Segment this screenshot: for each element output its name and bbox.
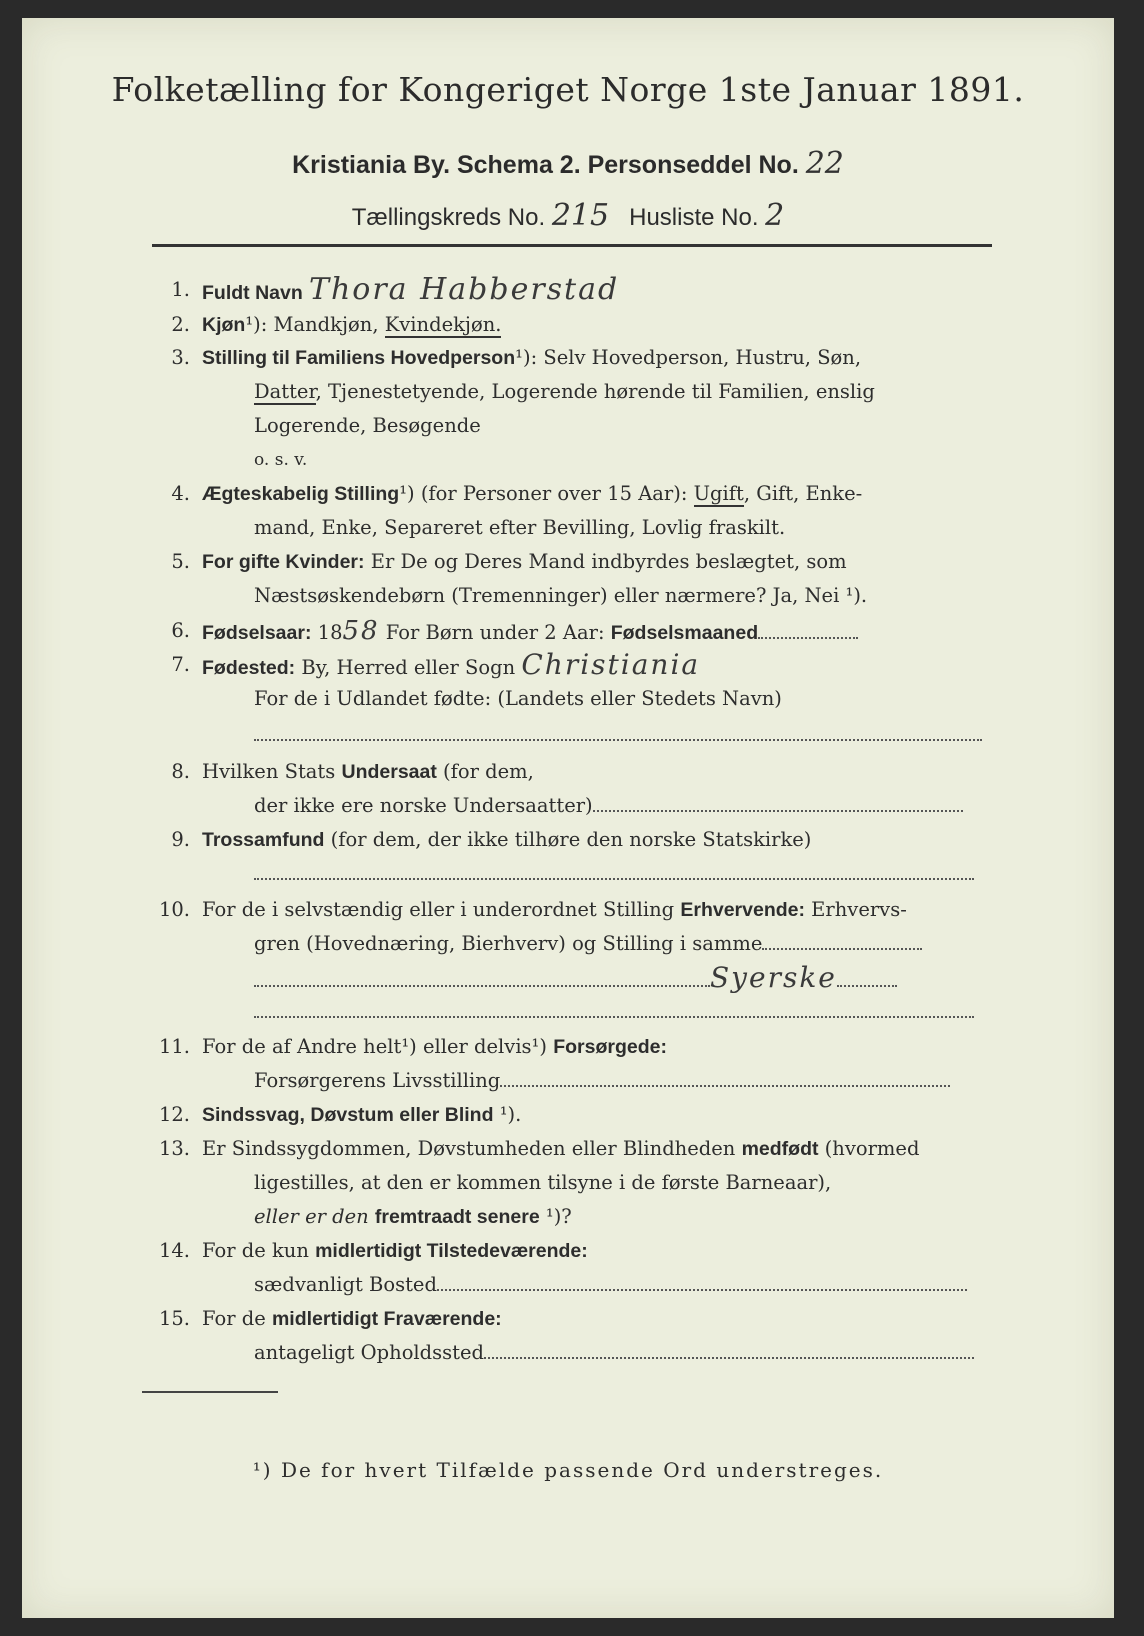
fill-line [254,984,710,987]
field-text: ligestilles, at den er kommen tilsyne i de første Barneaar), [254,1171,832,1194]
field-label: Fødested: [202,657,296,679]
field-text: For de i selvstændig eller i underordnet Stilling [202,898,681,921]
field-label: Fuldt Navn [202,282,303,304]
field-number: 5. [171,550,190,573]
header-divider [152,244,992,247]
field-number: 6. [171,619,190,642]
field-label: Sindssvag, Døvstum eller Blind [202,1104,494,1126]
fill-line [484,1356,974,1359]
field-text: , Gift, Enke- [743,482,863,505]
field-number: 2. [171,313,190,336]
field-text: Hvilken Stats [202,760,342,783]
field-text: o. s. v. [254,450,308,470]
field-text: sædvanligt Bosted [254,1273,437,1296]
field-label: Fødselsmaaned [610,622,759,644]
birthplace-value: Christiania [521,648,701,681]
field-text: (hvormed [818,1137,920,1160]
field-text: (for dem, [436,760,534,783]
fill-line [254,738,982,741]
field-text: Forsørgerens Livsstilling [254,1069,501,1092]
fill-line [254,877,974,880]
personseddel-number: 22 [805,146,844,181]
position-selected: Datter [254,380,316,403]
field-label: Erhvervende: [680,899,805,921]
birth-year-value: 58 [342,616,380,646]
field-text: antageligt Opholdssted [254,1341,485,1364]
field-number: 10. [158,898,190,921]
field-number: 11. [158,1035,190,1058]
field-label: fremtraadt senere [374,1206,540,1228]
field-number: 4. [171,482,190,505]
form-title: Folketælling for Kongeriget Norge 1ste Januar 1891. [111,70,1025,109]
field-text: gren (Hovednæring, Bierhverv) og Stilling i samme [254,932,763,955]
field-text: mand, Enke, Separeret efter Bevilling, Lovlig fraskilt. [254,516,786,539]
field-text: , Tjenestetyende, Logerende hørende til Familien, enslig [315,380,875,403]
footnote-divider [142,1391,278,1393]
field-number: 3. [171,346,190,369]
footnote: ¹) De for hvert Tilfælde passende Ord understreges. [252,1458,884,1482]
schema-label: Kristiania By. Schema 2. Personseddel No. [292,151,799,179]
census-form-page [22,18,1114,1618]
field-text: (for dem, der ikke tilhøre den norske Statskirke) [324,828,812,851]
field-text: ¹): Mandkjøn, [245,313,385,336]
field-label: Ægteskabelig Stilling [202,483,400,505]
field-label: midlertidigt Fraværende: [271,1308,502,1330]
field-text: For de kun [202,1239,316,1262]
field-text: ¹)? [539,1205,572,1228]
field-text: 18 [311,621,343,644]
husliste-number: 2 [765,198,785,233]
field-label: Kjøn [202,314,246,336]
field-text: For Børn under 2 Aar: [379,621,611,644]
field-text: For de af Andre helt¹) eller delvis¹) [202,1035,554,1058]
occupation-value: Syerske [710,961,837,994]
field-label: Trossamfund [202,829,325,851]
field-text: eller er den [254,1205,375,1228]
field-text: ¹): Selv Hovedperson, Hustru, Søn, [515,346,862,369]
fill-line [593,809,963,812]
form-subtitle [22,146,1114,181]
kreds-label: Tællingskreds No. [351,204,546,231]
fill-line [500,1084,950,1087]
name-value: Thora Habberstad [308,272,620,307]
field-text: For de i Udlandet fødte: (Landets eller Stedets Navn) [254,687,782,710]
field-label: Undersaat [341,761,437,783]
field-number: 9. [171,828,190,851]
field-number: 14. [158,1239,190,1262]
kreds-number: 215 [551,198,610,233]
field-number: 8. [171,760,190,783]
sex-selected: Kvindekjøn. [384,313,502,336]
marital-selected: Ugift [693,482,744,505]
field-text: Er Sindssygdommen, Døvstumheden eller Blindheden [202,1137,742,1160]
field-number: 12. [158,1103,190,1126]
field-label: Fødselsaar: [202,622,312,644]
field-label: Forsørgede: [553,1036,667,1058]
field-number: 13. [158,1137,190,1160]
fill-line [758,636,858,639]
fill-line [762,947,922,950]
field-text: der ikke ere norske Undersaatter) [254,794,593,817]
field-text: ¹). [493,1103,522,1126]
field-text: For de [202,1307,272,1330]
field-text: Næstsøskendebørn (Tremenninger) eller nærmere? Ja, Nei ¹). [254,584,868,607]
field-text: By, Herred eller Sogn [295,656,516,679]
field-number: 7. [171,653,190,676]
field-text: Erhvervs- [804,898,907,921]
field-label: midlertidigt Tilstedeværende: [315,1240,588,1262]
fill-line [254,1015,974,1018]
fill-line [437,1288,967,1291]
field-label: For gifte Kvinder: [202,551,365,573]
field-number: 1. [171,278,190,301]
husliste-label: Husliste No. [629,204,759,231]
field-number: 15. [158,1307,190,1330]
field-text: ¹) (for Personer over 15 Aar): [399,482,694,505]
field-label: medfødt [741,1138,819,1160]
fill-line [837,984,897,987]
field-text: Er De og Deres Mand indbyrdes beslægtet, som [364,550,847,573]
field-text: Logerende, Besøgende [254,414,481,437]
field-label: Stilling til Familiens Hovedperson [202,347,516,369]
district-line [22,198,1114,233]
